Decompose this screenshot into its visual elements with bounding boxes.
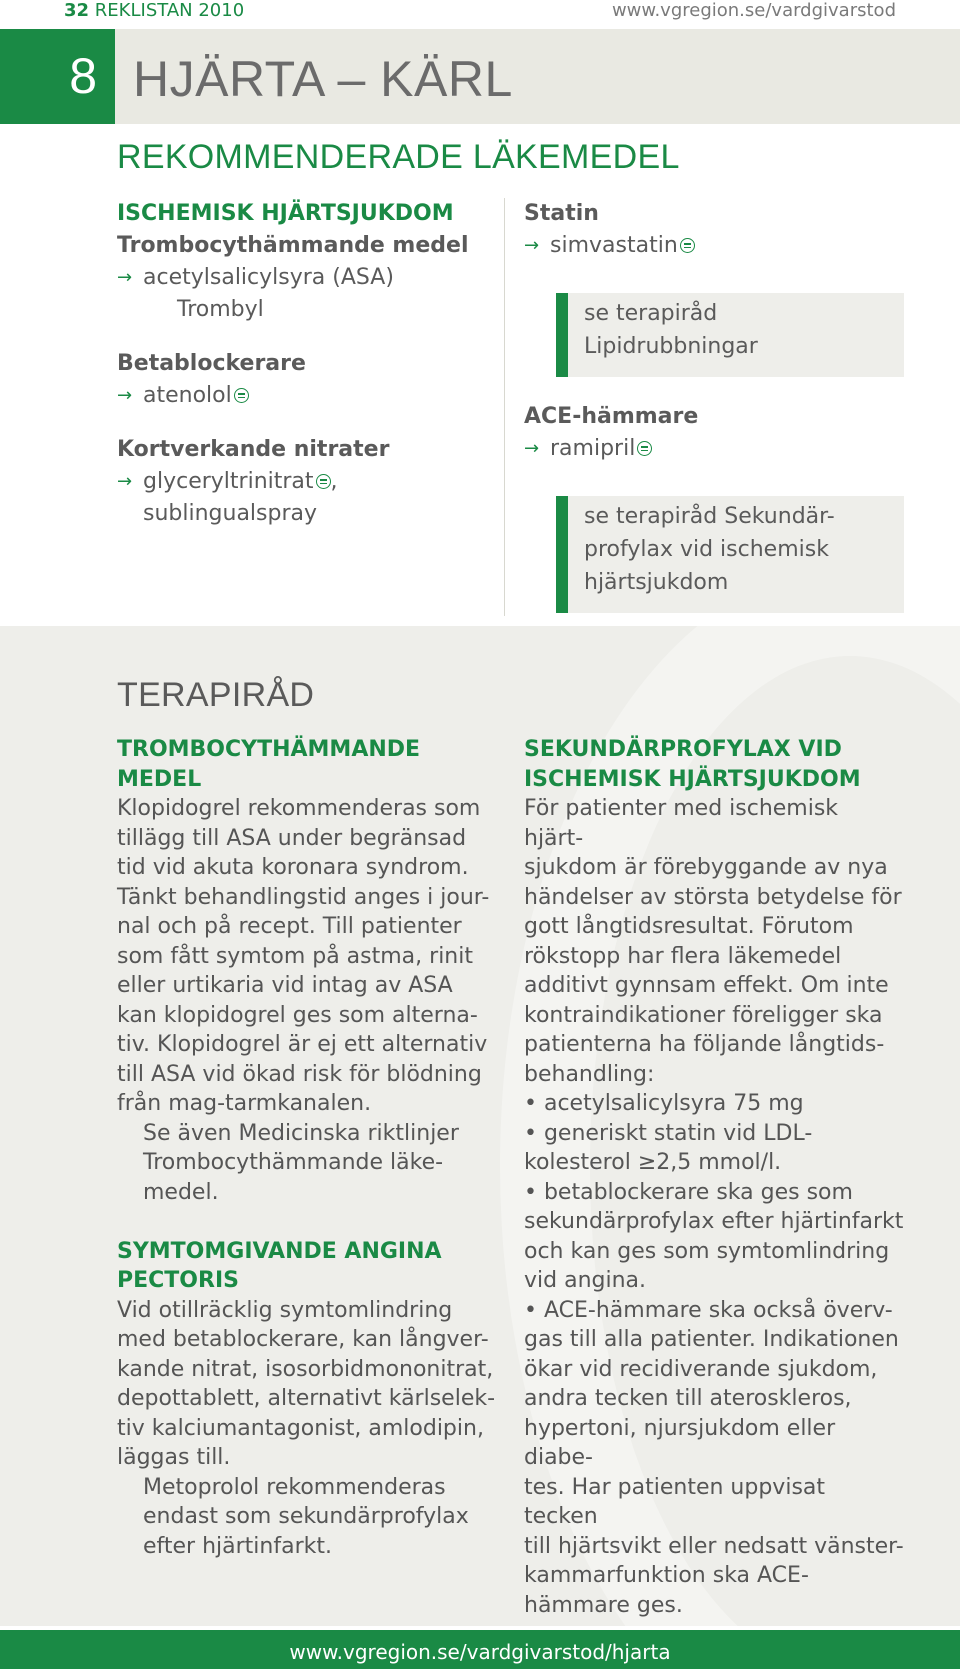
right-drug-column xyxy=(524,198,904,262)
text-line: som fått symtom på astma, rinit xyxy=(117,943,473,969)
drug-item: → acetylsalicylsyra (ASA) xyxy=(117,262,497,294)
drug-item: → ramipril xyxy=(524,433,904,465)
text-line: nal och på recept. Till patienter xyxy=(117,914,462,939)
text-line: • generiskt statin vid LDL- xyxy=(524,1120,813,1146)
text-line: tid vid akuta koronara syndrom. xyxy=(117,855,469,880)
text-line: Se även Medicinska riktlinjer xyxy=(143,1120,459,1146)
text-line: Tänkt behandlingstid anges i jour- xyxy=(117,884,490,910)
top-url: www.vgregion.se/vardgivarstod xyxy=(611,0,896,21)
left-drug-column xyxy=(117,198,497,530)
arrow-icon: → xyxy=(117,471,133,492)
text-line: • acetylsalicylsyra 75 mg xyxy=(524,1091,804,1116)
note-line: hjärtsjukdom xyxy=(584,570,729,595)
bullet-item xyxy=(524,1119,904,1178)
subheading: ISCHEMISK HJÄRTSJUKDOM xyxy=(524,766,861,792)
environment-classified-icon xyxy=(680,238,695,253)
note-line: se terapiråd xyxy=(584,301,718,326)
paragraph xyxy=(524,794,904,1089)
text-line: sekundärprofylax efter hjärtinfarkt xyxy=(524,1209,904,1234)
note-line: se terapiråd Sekundär- xyxy=(584,504,835,529)
arrow-icon: → xyxy=(524,438,540,459)
text-line: från mag-tarmkanalen. xyxy=(117,1091,372,1116)
subheading: TROMBOCYTHÄMMANDE xyxy=(117,737,421,762)
text-line: till ASA vid ökad risk för blödning xyxy=(117,1061,482,1087)
paragraph xyxy=(117,1119,497,1208)
text-line: behandling: xyxy=(524,1061,655,1087)
arrow-icon: → xyxy=(117,385,133,406)
footer-url[interactable]: www.vgregion.se/vardgivarstod/hjarta xyxy=(0,1630,960,1669)
text-line: hypertoni, njursjukdom eller diabe- xyxy=(524,1415,836,1470)
text-line: tillägg till ASA under begränsad xyxy=(117,825,467,851)
page-number-label: 32 REKLISTAN 2010 xyxy=(64,0,245,21)
text-line: gas till alla patienter. Indikationen xyxy=(524,1327,899,1352)
right-drug-column-ace xyxy=(524,401,904,465)
terapirad-right-column xyxy=(524,735,904,1620)
arrow-icon: → xyxy=(524,235,540,256)
text-line: händelser av största betydelse för xyxy=(524,884,902,910)
note-box-statin xyxy=(556,293,904,377)
bullet-item xyxy=(524,1296,904,1621)
text-line: tiv. Klopidogrel är ej ett alternativ xyxy=(117,1032,488,1057)
text-line: Metoprolol rekommenderas xyxy=(143,1474,446,1500)
subheading: MEDEL xyxy=(117,766,202,792)
text-line: • betablockerare ska ges som xyxy=(524,1179,853,1205)
text-line: eller urtikaria vid intag av ASA xyxy=(117,973,453,998)
note-box-ace xyxy=(556,496,904,613)
drug-item: → atenolol xyxy=(117,380,497,412)
group-title: Trombocythämmande medel xyxy=(117,233,469,258)
text-line: vid angina. xyxy=(524,1268,647,1293)
text-line: Klopidogrel rekommenderas som xyxy=(117,796,481,821)
text-line: andra tecken till ateroskleros, xyxy=(524,1386,852,1411)
subheading: SEKUNDÄRPROFYLAX VID xyxy=(524,737,842,762)
chapter-number: 8 xyxy=(0,29,115,124)
subheading: SYMTOMGIVANDE ANGINA xyxy=(117,1238,442,1264)
note-line: Lipidrubbningar xyxy=(584,334,758,359)
subheading: PECTORIS xyxy=(117,1268,239,1293)
paragraph xyxy=(117,1473,497,1562)
group-title: ACE-hämmare xyxy=(524,404,699,429)
paragraph xyxy=(117,794,497,1119)
environment-classified-icon xyxy=(637,441,652,456)
text-line: endast som sekundärprofylax xyxy=(143,1504,469,1529)
text-line: För patienter med ischemisk hjärt- xyxy=(524,796,839,851)
category-heading: ISCHEMISK HJÄRTSJUKDOM xyxy=(117,201,454,226)
environment-classified-icon xyxy=(316,474,331,489)
note-line: profylax vid ischemisk xyxy=(584,537,829,562)
text-line: kan klopidogrel ges som alterna- xyxy=(117,1002,478,1028)
brand-name: Trombyl xyxy=(177,297,264,322)
text-line: • ACE-hämmare ska också överv- xyxy=(524,1297,893,1323)
text-line: efter hjärtinfarkt. xyxy=(143,1533,332,1559)
text-line: kande nitrat, isosorbidmononitrat, xyxy=(117,1356,494,1382)
text-line: läggas till. xyxy=(117,1445,231,1470)
column-divider xyxy=(504,198,505,616)
page-topline xyxy=(0,0,960,22)
drug-item: → glyceryltrinitrat , xyxy=(117,466,497,498)
text-line: gott långtidsresultat. Förutom xyxy=(524,914,854,939)
section-title: REKOMMENDERADE LÄKEMEDEL xyxy=(117,138,680,176)
paragraph xyxy=(117,1296,497,1473)
environment-classified-icon xyxy=(234,388,249,403)
drug-item: → simvastatin xyxy=(524,230,904,262)
text-line: hämmare ges. xyxy=(524,1592,683,1618)
drug-item-continued: sublingualspray xyxy=(143,501,318,526)
group-title: Betablockerare xyxy=(117,351,306,376)
text-line: depottablett, alternativt kärlselek- xyxy=(117,1386,496,1411)
text-line: tes. Har patienten uppvisat tecken xyxy=(524,1474,826,1529)
chapter-title: HJÄRTA – KÄRL xyxy=(133,51,513,107)
group-title: Kortverkande nitrater xyxy=(117,437,390,462)
text-line: additivt gynnsam effekt. Om inte xyxy=(524,973,889,998)
terapirad-title: TERAPIRÅD xyxy=(117,676,315,714)
text-line: kontraindikationer föreligger ska xyxy=(524,1002,883,1028)
bullet-item xyxy=(524,1178,904,1296)
bullet-item xyxy=(524,1089,904,1119)
text-line: medel. xyxy=(143,1179,219,1205)
text-line: Trombocythämmande läke- xyxy=(143,1150,444,1175)
text-line: och kan ges som symtomlindring xyxy=(524,1238,890,1264)
text-line: Vid otillräcklig symtomlindring xyxy=(117,1297,453,1323)
text-line: tiv kalciumantagonist, amlodipin, xyxy=(117,1415,484,1441)
text-line: rökstopp har flera läkemedel xyxy=(524,943,842,969)
text-line: patienterna ha följande långtids- xyxy=(524,1032,885,1057)
text-line: ökar vid recidiverande sjukdom, xyxy=(524,1356,878,1382)
text-line: sjukdom är förebyggande av nya xyxy=(524,855,888,880)
arrow-icon: → xyxy=(117,267,133,288)
group-title: Statin xyxy=(524,201,599,226)
text-line: kammarfunktion ska ACE- xyxy=(524,1563,809,1588)
terapirad-left-column xyxy=(117,735,497,1561)
text-line: kolesterol ≥2,5 mmol/l. xyxy=(524,1150,782,1175)
text-line: med betablockerare, kan långver- xyxy=(117,1327,489,1352)
text-line: till hjärtsvikt eller nedsatt vänster- xyxy=(524,1533,904,1559)
